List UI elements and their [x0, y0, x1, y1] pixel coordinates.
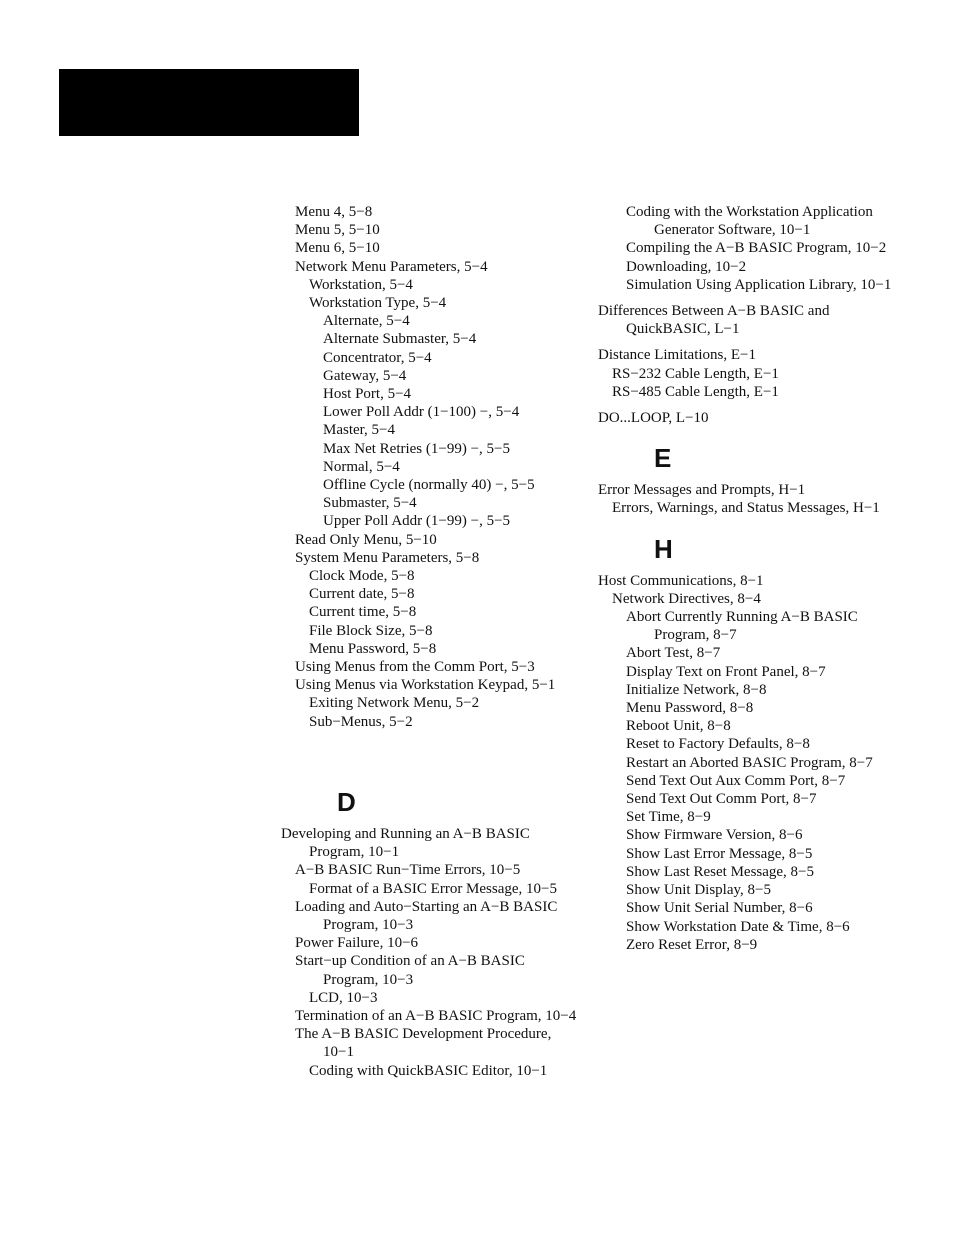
index-entry: Lower Poll Addr (1−100) −, 5−4	[323, 404, 520, 421]
index-entry: Clock Mode, 5−8	[309, 568, 415, 585]
index-entry: System Menu Parameters, 5−8	[295, 549, 480, 566]
index-group	[598, 481, 898, 517]
index-entry: Sub−Menus, 5−2	[309, 713, 413, 730]
index-entry: Compiling the A−B BASIC Program, 10−2	[626, 240, 887, 257]
index-entry: Error Messages and Prompts, H−1	[598, 482, 806, 499]
index-entry: Normal, 5−4	[323, 458, 400, 475]
index-entry: Reset to Factory Defaults, 8−8	[626, 736, 810, 753]
index-entry: Send Text Out Comm Port, 8−7	[626, 791, 817, 808]
index-entry: Restart an Aborted BASIC Program, 8−7	[626, 754, 873, 771]
index-entry: Show Last Reset Message, 8−5	[626, 863, 815, 880]
index-entry: Zero Reset Error, 8−9	[626, 936, 758, 953]
index-entry: Show Firmware Version, 8−6	[626, 827, 803, 844]
index-entry: Master, 5−4	[323, 422, 396, 439]
index-entry: File Block Size, 5−8	[309, 622, 433, 639]
index-entry: Menu Password, 8−8	[626, 700, 754, 717]
index-entry: Read Only Menu, 5−10	[295, 531, 437, 548]
index-entry: Network Directives, 8−4	[612, 590, 761, 607]
index-entry: Offline Cycle (normally 40) −, 5−5	[323, 477, 535, 494]
index-entry: Simulation Using Application Library, 10−1	[626, 276, 892, 293]
index-entry: Format of a BASIC Error Message, 10−5	[309, 880, 558, 897]
index-entry: Gateway, 5−4	[323, 367, 407, 384]
index-entry: Send Text Out Aux Comm Port, 8−7	[626, 772, 846, 789]
index-entry: Termination of an A−B BASIC Program, 10−4	[295, 1007, 577, 1024]
index-entry: Show Workstation Date & Time, 8−6	[626, 918, 850, 935]
index-entry: Workstation Type, 5−4	[309, 295, 447, 312]
index-group	[281, 825, 581, 1080]
index-entry: Menu 5, 5−10	[295, 222, 380, 239]
index-group	[598, 203, 898, 294]
index-entry: Set Time, 8−9	[626, 809, 711, 826]
index-entry: Submaster, 5−4	[323, 495, 417, 512]
section-letter-h: H	[654, 533, 673, 564]
index-entry: Distance Limitations, E−1	[598, 347, 757, 364]
index-entry: Coding with the Workstation Application Generator Software, 10−1	[626, 204, 873, 239]
index-column-right	[598, 203, 898, 954]
index-entry: Workstation, 5−4	[309, 276, 413, 293]
index-group	[598, 302, 898, 338]
index-entry: Network Menu Parameters, 5−4	[295, 258, 488, 275]
index-entry: Reboot Unit, 8−8	[626, 718, 731, 735]
index-group	[598, 409, 898, 427]
index-entry: Downloading, 10−2	[626, 258, 747, 275]
index-entry: Menu 6, 5−10	[295, 240, 380, 257]
index-entry: Power Failure, 10−6	[295, 935, 419, 952]
index-entry: Abort Test, 8−7	[626, 645, 721, 662]
index-group	[281, 203, 581, 731]
index-entry: Host Port, 5−4	[323, 386, 412, 403]
index-entry: Alternate Submaster, 5−4	[323, 331, 477, 348]
index-entry: Loading and Auto−Starting an A−B BASIC Program, 10−3	[295, 898, 558, 933]
index-entry: Menu Password, 5−8	[309, 640, 437, 657]
index-entry: Using Menus via Workstation Keypad, 5−1	[295, 677, 556, 694]
index-entry: Abort Currently Running A−B BASIC Program, 8−7	[626, 609, 858, 644]
index-entry: Differences Between A−B BASIC and QuickBASIC, L−1	[598, 303, 830, 338]
index-entry: Upper Poll Addr (1−99) −, 5−5	[323, 513, 511, 530]
section-letter-d: D	[337, 786, 356, 817]
index-entry: Max Net Retries (1−99) −, 5−5	[323, 440, 511, 457]
index-entry: Concentrator, 5−4	[323, 349, 432, 366]
section-letter-e: E	[654, 443, 672, 474]
index-entry: Show Unit Display, 8−5	[626, 882, 771, 899]
index-entry: Developing and Running an A−B BASIC Program, 10−1	[281, 825, 530, 861]
index-entry: RS−232 Cable Length, E−1	[612, 365, 779, 382]
index-entry: LCD, 10−3	[309, 989, 378, 1006]
index-entry: Initialize Network, 8−8	[626, 681, 767, 698]
index-column-left	[281, 203, 581, 1080]
index-entry: The A−B BASIC Development Procedure, 10−1	[295, 1026, 552, 1061]
index-group	[598, 346, 898, 401]
index-entry: RS−485 Cable Length, E−1	[612, 383, 779, 400]
index-entry: Current date, 5−8	[309, 586, 415, 603]
index-entry: Display Text on Front Panel, 8−7	[626, 663, 826, 680]
index-entry: Errors, Warnings, and Status Messages, H−1	[612, 500, 880, 517]
index-group	[598, 572, 898, 954]
index-entry: A−B BASIC Run−Time Errors, 10−5	[295, 862, 521, 879]
index-entry: Show Last Error Message, 8−5	[626, 845, 813, 862]
index-entry: Exiting Network Menu, 5−2	[309, 695, 480, 712]
index-entry: DO...LOOP, L−10	[598, 410, 709, 427]
index-entry: Show Unit Serial Number, 8−6	[626, 900, 813, 917]
index-entry: Alternate, 5−4	[323, 313, 410, 330]
index-entry: Current time, 5−8	[309, 604, 417, 621]
index-entry: Using Menus from the Comm Port, 5−3	[295, 659, 535, 676]
index-entry: Host Communications, 8−1	[598, 572, 764, 589]
index-entry: Coding with QuickBASIC Editor, 10−1	[309, 1062, 548, 1079]
index-entry: Menu 4, 5−8	[295, 204, 373, 220]
index-entry: Start−up Condition of an A−B BASIC Program, 10−3	[295, 953, 525, 988]
header-bar	[59, 69, 359, 136]
